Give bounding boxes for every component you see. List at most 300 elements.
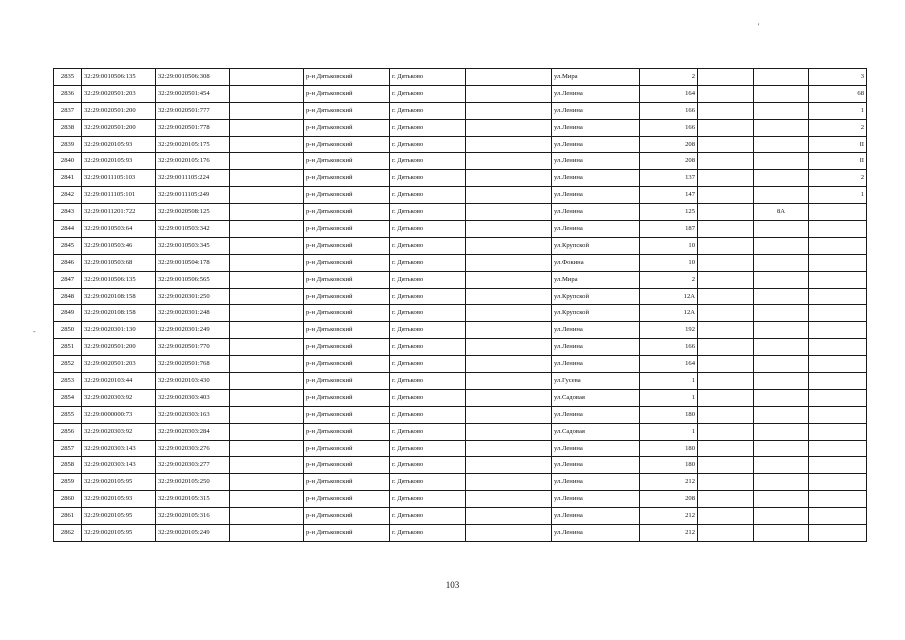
- empty-cell: [230, 119, 304, 136]
- city-cell: г. Дятьково: [390, 305, 466, 322]
- table-row: [54, 237, 867, 254]
- old-cadastral-number-cell: 32:29:0011201:722: [82, 204, 156, 221]
- apartment-cell: 1: [809, 187, 867, 204]
- empty-cell: [698, 119, 754, 136]
- empty-cell: [466, 170, 552, 187]
- district-cell: р-н Дятьковский: [304, 457, 390, 474]
- old-cadastral-number-cell: 32:29:0020108:158: [82, 305, 156, 322]
- old-cadastral-number-cell: 32:29:0000000:73: [82, 406, 156, 423]
- building-cell: [754, 389, 809, 406]
- empty-cell: [230, 254, 304, 271]
- row-number-cell: 2837: [54, 102, 82, 119]
- empty-cell: [698, 373, 754, 390]
- district-cell: р-н Дятьковский: [304, 254, 390, 271]
- new-cadastral-number-cell: 32:29:0010503:342: [156, 221, 230, 238]
- city-cell: г. Дятьково: [390, 237, 466, 254]
- empty-cell: [698, 406, 754, 423]
- house-number-cell: 208: [640, 136, 698, 153]
- building-cell: [754, 69, 809, 86]
- district-cell: р-н Дятьковский: [304, 85, 390, 102]
- city-cell: г. Дятьково: [390, 187, 466, 204]
- building-cell: [754, 339, 809, 356]
- old-cadastral-number-cell: 32:29:0010506:135: [82, 69, 156, 86]
- city-cell: г. Дятьково: [390, 474, 466, 491]
- street-cell: ул.Ленина: [552, 221, 640, 238]
- street-cell: ул.Гусева: [552, 373, 640, 390]
- city-cell: г. Дятьково: [390, 85, 466, 102]
- building-cell: [754, 221, 809, 238]
- building-cell: [754, 356, 809, 373]
- city-cell: г. Дятьково: [390, 525, 466, 542]
- city-cell: г. Дятьково: [390, 356, 466, 373]
- empty-cell: [230, 457, 304, 474]
- new-cadastral-number-cell: 32:29:0020105:315: [156, 491, 230, 508]
- row-number-cell: 2841: [54, 170, 82, 187]
- new-cadastral-number-cell: 32:29:0010506:565: [156, 271, 230, 288]
- apartment-cell: 2: [809, 119, 867, 136]
- apartment-cell: II: [809, 153, 867, 170]
- empty-cell: [698, 170, 754, 187]
- empty-cell: [466, 508, 552, 525]
- empty-cell: [698, 339, 754, 356]
- city-cell: г. Дятьково: [390, 119, 466, 136]
- table-row: [54, 457, 867, 474]
- empty-cell: [230, 271, 304, 288]
- empty-cell: [466, 187, 552, 204]
- empty-cell: [698, 85, 754, 102]
- new-cadastral-number-cell: 32:29:0011105:249: [156, 187, 230, 204]
- table-row: [54, 136, 867, 153]
- district-cell: р-н Дятьковский: [304, 508, 390, 525]
- new-cadastral-number-cell: 32:29:0020105:249: [156, 525, 230, 542]
- house-number-cell: 208: [640, 491, 698, 508]
- building-cell: [754, 491, 809, 508]
- street-cell: ул.Фокина: [552, 254, 640, 271]
- building-cell: [754, 322, 809, 339]
- empty-cell: [466, 254, 552, 271]
- empty-cell: [466, 237, 552, 254]
- house-number-cell: 125: [640, 204, 698, 221]
- building-cell: [754, 373, 809, 390]
- building-cell: [754, 85, 809, 102]
- district-cell: р-н Дятьковский: [304, 221, 390, 238]
- new-cadastral-number-cell: 32:29:0010503:345: [156, 237, 230, 254]
- house-number-cell: 2: [640, 69, 698, 86]
- table-row: [54, 508, 867, 525]
- empty-cell: [466, 525, 552, 542]
- building-cell: [754, 237, 809, 254]
- empty-cell: [230, 440, 304, 457]
- empty-cell: [466, 406, 552, 423]
- street-cell: ул.Ленина: [552, 356, 640, 373]
- table-row: [54, 85, 867, 102]
- house-number-cell: 137: [640, 170, 698, 187]
- city-cell: г. Дятьково: [390, 322, 466, 339]
- building-cell: [754, 406, 809, 423]
- new-cadastral-number-cell: 32:29:0010504:178: [156, 254, 230, 271]
- row-number-cell: 2839: [54, 136, 82, 153]
- street-cell: ул.Ленина: [552, 491, 640, 508]
- row-number-cell: 2842: [54, 187, 82, 204]
- house-number-cell: 212: [640, 525, 698, 542]
- building-cell: [754, 254, 809, 271]
- row-number-cell: 2851: [54, 339, 82, 356]
- new-cadastral-number-cell: 32:29:0020501:768: [156, 356, 230, 373]
- house-number-cell: 180: [640, 440, 698, 457]
- empty-cell: [698, 221, 754, 238]
- empty-cell: [466, 474, 552, 491]
- street-cell: ул.Мира: [552, 69, 640, 86]
- empty-cell: [466, 339, 552, 356]
- row-number-cell: 2850: [54, 322, 82, 339]
- building-cell: [754, 525, 809, 542]
- row-number-cell: 2846: [54, 254, 82, 271]
- margin-mark: -: [33, 327, 36, 336]
- new-cadastral-number-cell: 32:29:0010506:308: [156, 69, 230, 86]
- building-cell: [754, 170, 809, 187]
- old-cadastral-number-cell: 32:29:0020501:200: [82, 339, 156, 356]
- empty-cell: [698, 440, 754, 457]
- old-cadastral-number-cell: 32:29:0020501:200: [82, 119, 156, 136]
- apartment-cell: [809, 389, 867, 406]
- building-cell: [754, 136, 809, 153]
- empty-cell: [698, 525, 754, 542]
- building-cell: 8А: [754, 204, 809, 221]
- table-row: [54, 356, 867, 373]
- empty-cell: [466, 440, 552, 457]
- apartment-cell: [809, 221, 867, 238]
- old-cadastral-number-cell: 32:29:0020105:93: [82, 136, 156, 153]
- city-cell: г. Дятьково: [390, 271, 466, 288]
- empty-cell: [230, 204, 304, 221]
- empty-cell: [230, 491, 304, 508]
- house-number-cell: 1: [640, 423, 698, 440]
- new-cadastral-number-cell: 32:29:0020501:778: [156, 119, 230, 136]
- empty-cell: [466, 288, 552, 305]
- old-cadastral-number-cell: 32:29:0010506:135: [82, 271, 156, 288]
- apartment-cell: [809, 356, 867, 373]
- table-row: [54, 339, 867, 356]
- street-cell: ул.Ленина: [552, 457, 640, 474]
- empty-cell: [230, 85, 304, 102]
- street-cell: ул.Ленина: [552, 102, 640, 119]
- row-number-cell: 2859: [54, 474, 82, 491]
- house-number-cell: 1: [640, 373, 698, 390]
- table-row: [54, 69, 867, 86]
- new-cadastral-number-cell: 32:29:0020303:284: [156, 423, 230, 440]
- apartment-cell: 3: [809, 69, 867, 86]
- building-cell: [754, 288, 809, 305]
- apartment-cell: [809, 271, 867, 288]
- corner-mark: ': [758, 22, 760, 31]
- apartment-cell: 2: [809, 170, 867, 187]
- empty-cell: [230, 136, 304, 153]
- table-row: [54, 322, 867, 339]
- empty-cell: [466, 423, 552, 440]
- table-row: [54, 423, 867, 440]
- empty-cell: [466, 389, 552, 406]
- district-cell: р-н Дятьковский: [304, 474, 390, 491]
- empty-cell: [230, 423, 304, 440]
- empty-cell: [466, 102, 552, 119]
- table-row: [54, 406, 867, 423]
- row-number-cell: 2844: [54, 221, 82, 238]
- old-cadastral-number-cell: 32:29:0020303:92: [82, 423, 156, 440]
- house-number-cell: 166: [640, 119, 698, 136]
- district-cell: р-н Дятьковский: [304, 187, 390, 204]
- page-number: 103: [445, 580, 460, 590]
- district-cell: р-н Дятьковский: [304, 237, 390, 254]
- row-number-cell: 2853: [54, 373, 82, 390]
- table-row: [54, 305, 867, 322]
- table-row: [54, 389, 867, 406]
- city-cell: г. Дятьково: [390, 373, 466, 390]
- street-cell: ул.Крупской: [552, 288, 640, 305]
- old-cadastral-number-cell: 32:29:0020501:203: [82, 356, 156, 373]
- empty-cell: [698, 389, 754, 406]
- new-cadastral-number-cell: 32:29:0020303:163: [156, 406, 230, 423]
- empty-cell: [698, 508, 754, 525]
- district-cell: р-н Дятьковский: [304, 525, 390, 542]
- district-cell: р-н Дятьковский: [304, 271, 390, 288]
- row-number-cell: 2838: [54, 119, 82, 136]
- row-number-cell: 2862: [54, 525, 82, 542]
- empty-cell: [698, 322, 754, 339]
- apartment-cell: [809, 373, 867, 390]
- city-cell: г. Дятьково: [390, 221, 466, 238]
- street-cell: ул.Ленина: [552, 525, 640, 542]
- old-cadastral-number-cell: 32:29:0020105:93: [82, 153, 156, 170]
- old-cadastral-number-cell: 32:29:0010503:46: [82, 237, 156, 254]
- empty-cell: [466, 204, 552, 221]
- empty-cell: [698, 423, 754, 440]
- city-cell: г. Дятьково: [390, 136, 466, 153]
- old-cadastral-number-cell: 32:29:0020108:158: [82, 288, 156, 305]
- apartment-cell: 68: [809, 85, 867, 102]
- new-cadastral-number-cell: 32:29:0020303:403: [156, 389, 230, 406]
- city-cell: г. Дятьково: [390, 153, 466, 170]
- apartment-cell: [809, 508, 867, 525]
- empty-cell: [698, 136, 754, 153]
- empty-cell: [466, 85, 552, 102]
- old-cadastral-number-cell: 32:29:0020105:95: [82, 474, 156, 491]
- old-cadastral-number-cell: 32:29:0020301:130: [82, 322, 156, 339]
- building-cell: [754, 423, 809, 440]
- empty-cell: [466, 271, 552, 288]
- new-cadastral-number-cell: 32:29:0020303:277: [156, 457, 230, 474]
- old-cadastral-number-cell: 32:29:0010503:64: [82, 221, 156, 238]
- district-cell: р-н Дятьковский: [304, 356, 390, 373]
- apartment-cell: [809, 322, 867, 339]
- row-number-cell: 2854: [54, 389, 82, 406]
- empty-cell: [698, 153, 754, 170]
- old-cadastral-number-cell: 32:29:0020105:95: [82, 508, 156, 525]
- district-cell: р-н Дятьковский: [304, 136, 390, 153]
- new-cadastral-number-cell: 32:29:0020303:276: [156, 440, 230, 457]
- empty-cell: [230, 153, 304, 170]
- row-number-cell: 2861: [54, 508, 82, 525]
- apartment-cell: [809, 525, 867, 542]
- empty-cell: [230, 221, 304, 238]
- city-cell: г. Дятьково: [390, 254, 466, 271]
- new-cadastral-number-cell: 32:29:0020501:454: [156, 85, 230, 102]
- empty-cell: [230, 288, 304, 305]
- empty-cell: [698, 254, 754, 271]
- empty-cell: [466, 305, 552, 322]
- table-row: [54, 221, 867, 238]
- apartment-cell: [809, 305, 867, 322]
- new-cadastral-number-cell: 32:29:0020105:250: [156, 474, 230, 491]
- empty-cell: [230, 389, 304, 406]
- new-cadastral-number-cell: 32:29:0020501:770: [156, 339, 230, 356]
- city-cell: г. Дятьково: [390, 69, 466, 86]
- apartment-cell: [809, 237, 867, 254]
- house-number-cell: 192: [640, 322, 698, 339]
- street-cell: ул.Ленина: [552, 508, 640, 525]
- empty-cell: [230, 373, 304, 390]
- apartment-cell: [809, 423, 867, 440]
- empty-cell: [698, 457, 754, 474]
- house-number-cell: 10: [640, 254, 698, 271]
- house-number-cell: 187: [640, 221, 698, 238]
- table-row: [54, 373, 867, 390]
- registry-body: [54, 69, 867, 542]
- building-cell: [754, 457, 809, 474]
- empty-cell: [698, 474, 754, 491]
- table-row: [54, 102, 867, 119]
- new-cadastral-number-cell: 32:29:0020301:250: [156, 288, 230, 305]
- table-row: [54, 254, 867, 271]
- apartment-cell: [809, 440, 867, 457]
- district-cell: р-н Дятьковский: [304, 170, 390, 187]
- empty-cell: [230, 406, 304, 423]
- district-cell: р-н Дятьковский: [304, 423, 390, 440]
- old-cadastral-number-cell: 32:29:0020105:95: [82, 525, 156, 542]
- building-cell: [754, 305, 809, 322]
- district-cell: р-н Дятьковский: [304, 339, 390, 356]
- street-cell: ул.Крупской: [552, 237, 640, 254]
- apartment-cell: [809, 339, 867, 356]
- row-number-cell: 2856: [54, 423, 82, 440]
- empty-cell: [698, 491, 754, 508]
- table-row: [54, 491, 867, 508]
- apartment-cell: [809, 204, 867, 221]
- house-number-cell: 166: [640, 102, 698, 119]
- district-cell: р-н Дятьковский: [304, 322, 390, 339]
- table-row: [54, 440, 867, 457]
- empty-cell: [698, 237, 754, 254]
- empty-cell: [230, 508, 304, 525]
- empty-cell: [230, 187, 304, 204]
- house-number-cell: 166: [640, 339, 698, 356]
- empty-cell: [698, 288, 754, 305]
- building-cell: [754, 474, 809, 491]
- district-cell: р-н Дятьковский: [304, 204, 390, 221]
- table-row: [54, 119, 867, 136]
- house-number-cell: 164: [640, 85, 698, 102]
- old-cadastral-number-cell: 32:29:0020501:200: [82, 102, 156, 119]
- city-cell: г. Дятьково: [390, 423, 466, 440]
- empty-cell: [466, 153, 552, 170]
- house-number-cell: 180: [640, 406, 698, 423]
- building-cell: [754, 440, 809, 457]
- building-cell: [754, 102, 809, 119]
- empty-cell: [230, 237, 304, 254]
- empty-cell: [230, 102, 304, 119]
- street-cell: ул.Ленина: [552, 322, 640, 339]
- table-row: [54, 474, 867, 491]
- row-number-cell: 2860: [54, 491, 82, 508]
- empty-cell: [466, 356, 552, 373]
- empty-cell: [698, 204, 754, 221]
- house-number-cell: 164: [640, 356, 698, 373]
- empty-cell: [466, 69, 552, 86]
- house-number-cell: 208: [640, 153, 698, 170]
- old-cadastral-number-cell: 32:29:0020501:203: [82, 85, 156, 102]
- district-cell: р-н Дятьковский: [304, 153, 390, 170]
- table-row: [54, 525, 867, 542]
- apartment-cell: [809, 254, 867, 271]
- empty-cell: [466, 491, 552, 508]
- house-number-cell: 212: [640, 474, 698, 491]
- old-cadastral-number-cell: 32:29:0020303:143: [82, 440, 156, 457]
- city-cell: г. Дятьково: [390, 440, 466, 457]
- district-cell: р-н Дятьковский: [304, 373, 390, 390]
- new-cadastral-number-cell: 32:29:0020501:777: [156, 102, 230, 119]
- old-cadastral-number-cell: 32:29:0020103:44: [82, 373, 156, 390]
- empty-cell: [698, 187, 754, 204]
- empty-cell: [230, 339, 304, 356]
- district-cell: р-н Дятьковский: [304, 406, 390, 423]
- empty-cell: [698, 356, 754, 373]
- table-row: [54, 204, 867, 221]
- street-cell: ул.Ленина: [552, 440, 640, 457]
- street-cell: ул.Ленина: [552, 339, 640, 356]
- empty-cell: [698, 102, 754, 119]
- district-cell: р-н Дятьковский: [304, 69, 390, 86]
- house-number-cell: 212: [640, 508, 698, 525]
- old-cadastral-number-cell: 32:29:0020303:143: [82, 457, 156, 474]
- district-cell: р-н Дятьковский: [304, 305, 390, 322]
- new-cadastral-number-cell: 32:29:0020105:316: [156, 508, 230, 525]
- apartment-cell: [809, 491, 867, 508]
- street-cell: ул.Садовая: [552, 389, 640, 406]
- empty-cell: [466, 373, 552, 390]
- building-cell: [754, 153, 809, 170]
- street-cell: ул.Ленина: [552, 204, 640, 221]
- apartment-cell: 1: [809, 102, 867, 119]
- new-cadastral-number-cell: 32:29:0020508:125: [156, 204, 230, 221]
- new-cadastral-number-cell: 32:29:0020301:249: [156, 322, 230, 339]
- old-cadastral-number-cell: 32:29:0010503:68: [82, 254, 156, 271]
- old-cadastral-number-cell: 32:29:0011105:101: [82, 187, 156, 204]
- empty-cell: [698, 305, 754, 322]
- house-number-cell: 147: [640, 187, 698, 204]
- house-number-cell: 12А: [640, 305, 698, 322]
- house-number-cell: 180: [640, 457, 698, 474]
- row-number-cell: 2843: [54, 204, 82, 221]
- empty-cell: [230, 69, 304, 86]
- new-cadastral-number-cell: 32:29:0020103:430: [156, 373, 230, 390]
- city-cell: г. Дятьково: [390, 406, 466, 423]
- street-cell: ул.Ленина: [552, 406, 640, 423]
- row-number-cell: 2857: [54, 440, 82, 457]
- district-cell: р-н Дятьковский: [304, 102, 390, 119]
- empty-cell: [230, 305, 304, 322]
- row-number-cell: 2836: [54, 85, 82, 102]
- district-cell: р-н Дятьковский: [304, 389, 390, 406]
- apartment-cell: II: [809, 136, 867, 153]
